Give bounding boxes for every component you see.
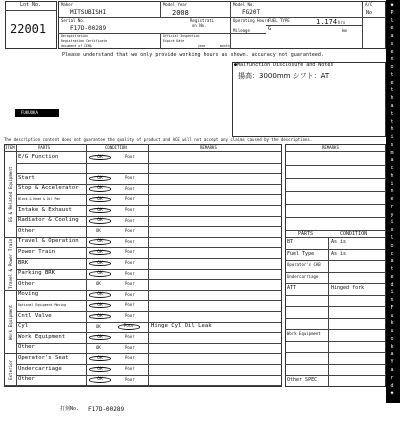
sidebar-char: t	[390, 71, 394, 78]
poor-mark: Poor	[125, 344, 135, 350]
lot-number: 22001	[10, 22, 47, 36]
part-name: Start	[18, 174, 35, 181]
part-name: Cyl	[18, 323, 29, 330]
sidebar-char: n	[390, 188, 394, 195]
spec-part: Operator's CAB	[287, 262, 321, 267]
sidebar-char: i	[390, 134, 394, 140]
row-divider	[16, 300, 282, 301]
row-divider	[16, 364, 282, 365]
part-name: Operator's Seat	[18, 354, 69, 361]
disclaimer-text: The description content does not guarantee the quality of product and ACE will not accept any claims caused by the descriptions.	[4, 137, 313, 142]
sidebar-char: i	[390, 289, 394, 296]
group-label: Travel & Power Train	[8, 238, 13, 289]
spec-condition: As is	[331, 250, 347, 257]
maker-label: Maker	[61, 2, 74, 7]
sidebar-char: k	[390, 320, 394, 327]
group-label: Exterior	[8, 359, 13, 380]
poor-mark: Poor	[125, 249, 135, 255]
remark-text: Hinge Cyl Oil Leak	[151, 323, 212, 330]
sidebar-char: t	[390, 266, 394, 272]
ok-mark: OK	[96, 228, 101, 234]
fuel-type-label: FUEL TYPE	[268, 18, 290, 23]
remarks-header: REMARKS	[322, 145, 339, 150]
sidebar-char: n	[390, 56, 394, 63]
model-no-value: FG20T	[242, 9, 261, 16]
part-name: Stop & Accelerator	[18, 185, 79, 192]
sidebar-char: a	[390, 351, 394, 358]
spec-row-divider	[285, 295, 386, 296]
poor-mark: Poor	[125, 334, 135, 340]
part-name: Other	[18, 280, 35, 287]
poor-mark: Poor	[125, 185, 135, 191]
spec-condition: As is	[331, 239, 347, 245]
poor-mark: Poor	[125, 355, 135, 361]
spec-part: ATT	[287, 285, 297, 291]
part-name: Other	[18, 227, 35, 234]
part-name: Block & Head & Oil Pan	[18, 197, 61, 202]
inspection-label-1: Official Inspection	[163, 34, 200, 38]
mileage-label: Mileage	[233, 28, 250, 33]
ok-circled: OK	[89, 377, 111, 383]
group-label: Work Equipment	[8, 304, 13, 340]
sidebar-char: o	[390, 64, 394, 71]
sidebar-char: o	[390, 335, 394, 342]
vertical-notice-bar	[386, 0, 400, 403]
sidebar-char: m	[390, 149, 394, 156]
ok-circled: OK	[89, 367, 111, 373]
row-divider	[16, 205, 282, 206]
ok-circled: OK	[89, 197, 111, 203]
part-name: Work Equipment	[18, 333, 66, 340]
sidebar-char: h	[390, 172, 394, 179]
sidebar-char: h	[390, 126, 394, 133]
part-name: Moving	[18, 291, 39, 298]
sidebar-char: t	[390, 110, 394, 117]
spec-row-divider	[285, 364, 386, 365]
col-remarks: REMARKS	[200, 145, 217, 150]
row-divider	[16, 269, 282, 270]
notice-text: Please understand that we only provide working hours as shown. accuracy not guaranteed.	[62, 52, 324, 58]
sidebar-char: Y	[390, 359, 394, 366]
sidebar-char: i	[390, 180, 394, 187]
poor-mark: Poor	[125, 376, 135, 382]
part-name: Undercarriage	[18, 365, 62, 372]
spec-part: Other SPEC	[287, 377, 318, 383]
registration-no-label-2: on No.	[192, 23, 207, 28]
part-name: Radiator & Cooling	[18, 217, 79, 224]
spec-row-divider	[285, 237, 386, 238]
sidebar-char: ◆	[390, 2, 394, 8]
serial-no-value: F17D-00289	[70, 25, 107, 32]
sidebar-char: a	[390, 157, 394, 164]
spec-row-divider	[285, 352, 386, 353]
fuel-type-value: G	[268, 26, 272, 32]
sidebar-char: e	[390, 48, 394, 55]
sidebar-char: y	[390, 211, 394, 218]
sidebar-char: t	[390, 118, 394, 125]
sidebar-char: s	[390, 141, 394, 148]
spec-row-divider	[285, 341, 386, 342]
ok-circled: OK	[89, 176, 111, 182]
sidebar-char: e	[390, 79, 394, 86]
footer-serial: F17D-00289	[88, 406, 125, 413]
part-name: Travel & Operation	[18, 238, 79, 245]
spec-row-divider	[285, 318, 386, 319]
spec-part: Work Equipment	[287, 331, 321, 336]
col-parts: PARTS	[38, 145, 51, 150]
poor-mark: Poor	[125, 281, 135, 287]
poor-mark: Poor	[125, 313, 135, 318]
group-label: EG & Related Equipment	[8, 166, 13, 223]
sidebar-char: e	[390, 196, 394, 203]
sidebar-char: h	[390, 95, 394, 102]
part-name: Intake & Exhaust	[18, 206, 72, 213]
sidebar-char: l	[390, 17, 394, 24]
spec-row-divider	[285, 306, 386, 307]
sidebar-char: P	[390, 9, 394, 16]
sidebar-char: e	[390, 25, 394, 32]
poor-mark: Poor	[125, 196, 135, 202]
sidebar-char: k	[390, 343, 394, 350]
sidebar-char: u	[390, 312, 394, 319]
spec-row-divider	[285, 272, 386, 273]
model-year-label: Model Year	[163, 2, 188, 7]
ok-mark: OK	[96, 344, 101, 350]
ok-mark: OK	[96, 323, 101, 329]
poor-mark: Poor	[125, 228, 135, 234]
poor-mark: Poor	[125, 238, 135, 244]
model-year-value: 2008	[172, 9, 189, 17]
spec-parts-header: PARTS	[298, 230, 314, 237]
spec-part: Undercarriage	[287, 273, 319, 279]
spec-row-divider	[285, 329, 386, 330]
ok-circled: OK	[89, 292, 111, 298]
sidebar-char: u	[390, 328, 394, 335]
ok-circled: OK	[89, 239, 111, 245]
document-label: document of CEMA	[61, 44, 92, 48]
sidebar-char: l	[390, 234, 394, 241]
sidebar-char: r	[390, 203, 394, 210]
ok-circled: OK	[89, 314, 111, 320]
group-divider	[4, 385, 16, 386]
row-divider	[16, 311, 282, 312]
row-divider	[16, 247, 282, 248]
poor-mark: Poor	[125, 270, 135, 276]
sidebar-char: e	[390, 273, 394, 280]
parts-table	[4, 144, 282, 387]
ok-circled: OK	[89, 186, 111, 192]
sidebar-char: s	[390, 40, 394, 47]
part-name: Other	[18, 376, 35, 383]
poor-mark: Poor	[125, 217, 135, 223]
group-divider	[4, 290, 16, 291]
ac-value: No	[366, 10, 373, 16]
sidebar-char: a	[390, 366, 394, 373]
registration-certificate-label: Registration Certificate	[61, 39, 108, 43]
sidebar-char: c	[390, 250, 394, 257]
poor-mark: Poor	[125, 207, 135, 212]
year-label: year	[198, 44, 206, 48]
sidebar-char: ◆	[390, 390, 394, 397]
col-item: ITEM	[5, 145, 15, 150]
poor-mark: Poor	[125, 175, 135, 181]
sidebar-char: d	[390, 281, 394, 288]
sidebar-char: F	[390, 304, 394, 311]
maker-value: MITSUBISHI	[70, 9, 107, 16]
ok-circled: OK	[89, 356, 111, 362]
ok-circled: OK	[89, 303, 111, 309]
row-divider	[16, 226, 282, 227]
part-name: Optional Equipment Moving	[18, 303, 66, 308]
operating-hours-value: 1.174	[316, 18, 338, 26]
poor-mark: Poor	[125, 260, 135, 265]
ok-circled: OK	[89, 250, 111, 256]
sidebar-char: a	[390, 258, 394, 265]
ok-circled: OK	[89, 155, 111, 161]
ok-circled: OK	[89, 335, 111, 341]
row-divider	[16, 290, 282, 291]
ac-label: A/C	[365, 2, 373, 7]
sidebar-char: s	[390, 227, 394, 234]
col-condition: CONDITION	[105, 145, 127, 150]
poor-mark: Poor	[125, 154, 135, 159]
ok-circled: OK	[89, 271, 111, 277]
sidebar-char: t	[390, 87, 394, 94]
sidebar-char: r	[390, 374, 394, 381]
registration-no-label-1: Registrati	[190, 18, 215, 23]
row-divider	[16, 343, 282, 344]
ok-circled: OK	[89, 218, 111, 224]
sidebar-char: c	[390, 165, 394, 172]
deregistration-label: Deregistration	[61, 34, 88, 38]
model-no-label: Model No.	[233, 2, 255, 7]
month-label: month	[220, 44, 230, 48]
poor-mark: Poor	[125, 291, 135, 297]
spec-row-divider	[285, 249, 386, 250]
part-name: Parking BRK	[18, 270, 56, 277]
location-badge-text: FUKUOKA	[21, 110, 38, 115]
sidebar-char: a	[390, 102, 394, 109]
part-name: Other	[18, 344, 35, 351]
spec-condition-header: CONDITION	[340, 230, 368, 237]
row-divider	[16, 279, 282, 280]
poor-mark: Poor	[125, 302, 135, 308]
spec-row-divider	[285, 375, 386, 376]
part-name: E/G Function	[18, 153, 59, 160]
mileage-unit: km	[342, 28, 347, 33]
spec-row-divider	[285, 260, 386, 261]
row-divider	[16, 173, 282, 174]
lot-no-label: Lot No.	[20, 2, 42, 8]
malfunction-title: ●Malfunction Disclosure and Notes	[234, 62, 334, 68]
row-divider	[16, 385, 282, 386]
group-divider	[4, 353, 16, 354]
footer-label: 打刻No.	[60, 406, 80, 412]
row-divider	[16, 258, 282, 259]
malfunction-note: 揚高：3000mm シフト：AT	[238, 72, 330, 80]
row-divider	[16, 163, 282, 164]
row-divider	[16, 322, 282, 323]
spec-part: Fuel Type	[287, 250, 315, 257]
serial-no-label: Serial No.	[61, 18, 86, 23]
ok-circled: OK	[89, 261, 111, 267]
operating-hours-label: Operating Hours	[233, 18, 270, 23]
inspection-label-2: Expire Date	[163, 39, 185, 43]
part-name: Cntl Valve	[18, 312, 52, 319]
ok-mark: OK	[96, 281, 101, 287]
sidebar-char: i	[390, 219, 394, 226]
ok-circled: OK	[89, 208, 111, 214]
sidebar-char: n	[390, 297, 394, 304]
part-name: BRK	[18, 259, 29, 266]
sidebar-char: o	[390, 242, 394, 249]
poor-mark: Poor	[125, 366, 135, 371]
spec-row-divider	[285, 283, 386, 284]
row-divider	[16, 375, 282, 376]
sidebar-char: a	[390, 33, 394, 40]
spec-part: BT	[287, 239, 294, 245]
part-name: Power Train	[18, 248, 56, 255]
spec-condition: Hinged fork	[331, 285, 365, 291]
poor-circled: Poor	[118, 324, 140, 330]
row-divider	[16, 194, 282, 195]
hours-unit: hrs	[338, 20, 346, 25]
sidebar-char: d	[390, 382, 394, 389]
